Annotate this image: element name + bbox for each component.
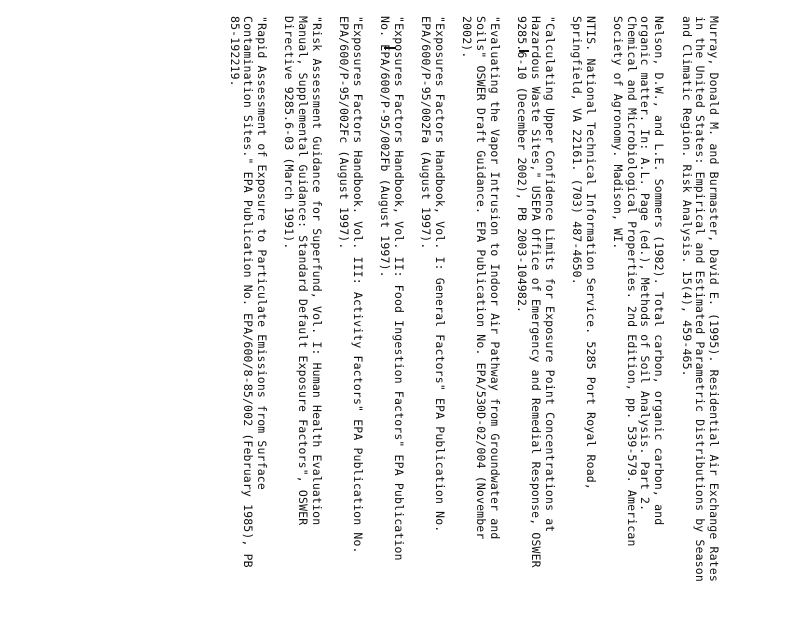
reference-line: "Exposures Factors Handbook, Vol. II: Food Ingestion Factors" EPA Publication — [391, 16, 406, 561]
reference-entry — [378, 16, 405, 616]
reference-line: EPA/600/P-95/002Fc (August 1997). — [337, 16, 352, 250]
reference-line: "Calculating Upper Confidence Limits for Exposure Point Concentrations at — [542, 16, 557, 533]
reference-line: "Exposures Factors Handbook, Vol. I: General Factors" EPA Publication No. — [433, 16, 448, 533]
reference-line: Murray, Donald M. and Burmaster, David E. (1995). Residential Air Exchange Rates — [707, 16, 721, 582]
reference-line: 85-192219. — [227, 16, 242, 87]
reference-line: Directive 9285.6-03 (March 1991). — [282, 16, 297, 250]
reference-entry — [610, 16, 665, 616]
reference-line: Hazardous Waste Sites," USEPA Office of Emergency and Remedial Response, OSWER — [528, 16, 543, 568]
reference-entry — [336, 16, 363, 616]
reference-line: Soils" OSWER Draft Guidance. EPA Publication No. EPA/530D-02/004 (November — [474, 16, 489, 540]
reference-entry — [679, 16, 720, 616]
reference-line: EPA/600/P-95/002Fa (August 1997). — [419, 16, 434, 250]
reference-list — [213, 16, 720, 616]
reference-entry — [227, 16, 268, 616]
reference-line: NTIS. National Technical Information Service. 5285 Port Royal Road, — [583, 16, 598, 490]
reference-line: Chemical and Microbiological Properties. 2nd Edition, pp. 539-579. American — [624, 16, 639, 547]
reference-entry — [515, 16, 556, 616]
reference-line: Society of Agronomy. Madison, WI. — [611, 16, 626, 250]
reference-line: and Climatic Region. Risk Analysis. 15(4), 459-465. — [679, 16, 694, 377]
reference-line: No. EPA/600/P-95/002Fb (August 1997). — [378, 16, 393, 278]
reference-line: organic matter. In: A.L. Page (ed.), Methods of Soil Analysis. Part 2. — [638, 16, 653, 512]
reference-line: "Evaluating the Vapor Intrusion to Indoor Air Pathway from Groundwater and — [487, 16, 502, 540]
reference-line: 9285.6-10 (December 2002), PB 2003-104982. — [515, 16, 530, 314]
reference-line: "Rapid Assessment of Exposure to Particulate Emissions from Surface — [254, 16, 269, 490]
reference-line: Nelson, D.W., and L.E. Sommers (1982). Total carbon, organic carbon, and — [652, 16, 667, 526]
reference-entry — [282, 16, 323, 616]
reference-line: 2002). — [460, 16, 475, 59]
reference-entry — [460, 16, 501, 616]
reference-line: in the United States: Empirical and Estimated Parametric Distributions by Season — [693, 16, 708, 582]
reference-line: "Risk Assessment Guidance for Superfund, Vol. I: Human Health Evaluation — [309, 16, 324, 526]
reference-line: Manual, Supplemental Guidance: Standard Default Exposure Factors", OSWER — [296, 16, 311, 526]
reference-line: "Exposures Factors Handbook. Vol. III: Activity Factors" EPA Publication No. — [350, 16, 365, 554]
reference-line: Contamination Sites." EPA Publication No. EPA/600/8-85/002 (February 1985), PB — [241, 16, 256, 568]
reference-line: Springfield, VA 22161. (703) 487-4650. — [570, 16, 584, 285]
reference-entry — [569, 16, 596, 616]
reference-entry — [419, 16, 446, 616]
